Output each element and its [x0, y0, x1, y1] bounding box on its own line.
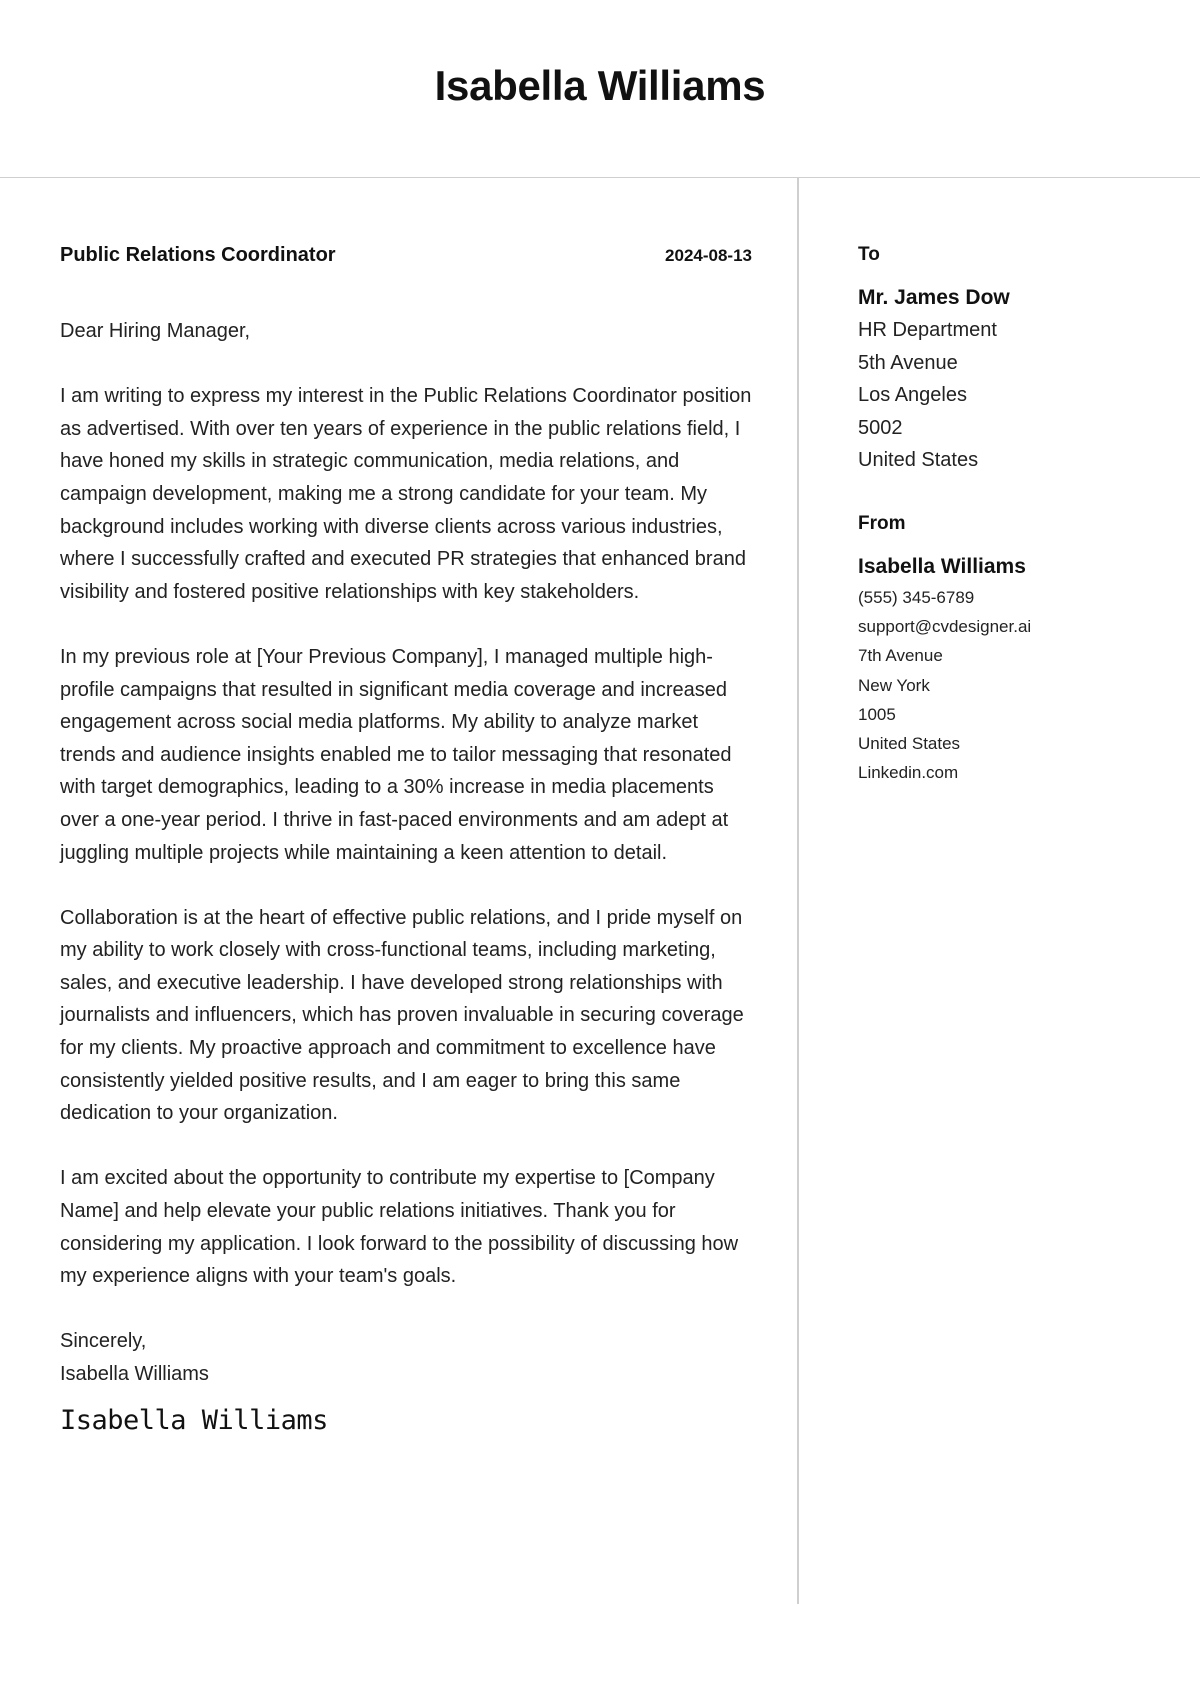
- letter-text: [60, 315, 752, 1293]
- sender-contact: [858, 583, 1178, 787]
- sender-block: [858, 513, 1178, 787]
- sender-zip: 1005: [858, 704, 896, 724]
- recipient-zip: 5002: [858, 416, 903, 439]
- letter-body: [60, 244, 752, 1436]
- sender-name: Isabella Williams: [858, 554, 1026, 578]
- recipient-address: [858, 314, 1178, 477]
- letter-date: 2024-08-13: [665, 246, 752, 265]
- recipient-block: [858, 244, 1178, 477]
- paragraph-3: Collaboration is at the heart of effective public relations, and I pride myself on my ability to work closely with cross-functional teams, including marketing, sales, and executive leadership. I have developed strong relationships with journalists and influencers, which has proven invaluable in securing coverage for my clients. My proactive approach and commitment to excellence have consistently yielded positive results, and I am eager to bring this same dedication to your organization.: [60, 906, 744, 1125]
- recipient-country: United States: [858, 449, 979, 472]
- sender-phone: (555) 345-6789: [858, 587, 975, 607]
- column-divider: [797, 178, 799, 1604]
- letter-title-row: [60, 244, 752, 267]
- from-label: From: [858, 512, 906, 534]
- applicant-name-heading: Isabella Williams: [434, 62, 766, 109]
- address-sidebar: [858, 244, 1178, 787]
- sender-street: 7th Avenue: [858, 646, 943, 666]
- sender-city: New York: [858, 675, 930, 695]
- paragraph-4: I am excited about the opportunity to contribute my expertise to [Company Name] and help elevate your public relations initiatives. Thank you for considering my application. I look forward to the possibility of discussing how my experience aligns with your team's goals.: [60, 1167, 739, 1288]
- recipient-street: 5th Avenue: [858, 351, 958, 374]
- paragraph-1: I am writing to express my interest in the Public Relations Coordinator position as advertised. With over ten years of experience in the public relations field, I have honed my skills in strategic communication, media relations, and campaign development, making me a strong candidate for your team. My background includes working with diverse clients across various industries, where I successfully crafted and executed PR strategies that enhanced brand visibility and fostered positive relationships with key stakeholders.: [60, 385, 752, 603]
- recipient-department: HR Department: [858, 319, 997, 341]
- greeting: Dear Hiring Manager,: [60, 320, 251, 342]
- job-title: Public Relations Coordinator: [60, 244, 336, 266]
- page-header: [0, 0, 1200, 178]
- paragraph-2: In my previous role at [Your Previous Company], I managed multiple high-profile campaigns that resulted in significant media coverage and increased engagement across social media platforms. My ability to analyze market trends and audience insights enabled me to tailor messaging that resonated with target demographics, leading to a 30% increase in media placements over a one-year period. I thrive in fast-paced environments and am adept at juggling multiple projects while maintaining a keen attention to detail.: [60, 645, 732, 864]
- sender-email: support@cvdesigner.ai: [858, 617, 1032, 637]
- recipient-name: Mr. James Dow: [858, 286, 1010, 309]
- sender-country: United States: [858, 733, 961, 753]
- closing: Sincerely,: [60, 1330, 147, 1353]
- signature: Isabella Williams: [60, 1404, 328, 1436]
- sender-website: Linkedin.com: [858, 763, 959, 783]
- recipient-city: Los Angeles: [858, 384, 967, 407]
- closing-name: Isabella Williams: [60, 1363, 209, 1385]
- to-label: To: [858, 244, 880, 265]
- signoff: [60, 1325, 752, 1390]
